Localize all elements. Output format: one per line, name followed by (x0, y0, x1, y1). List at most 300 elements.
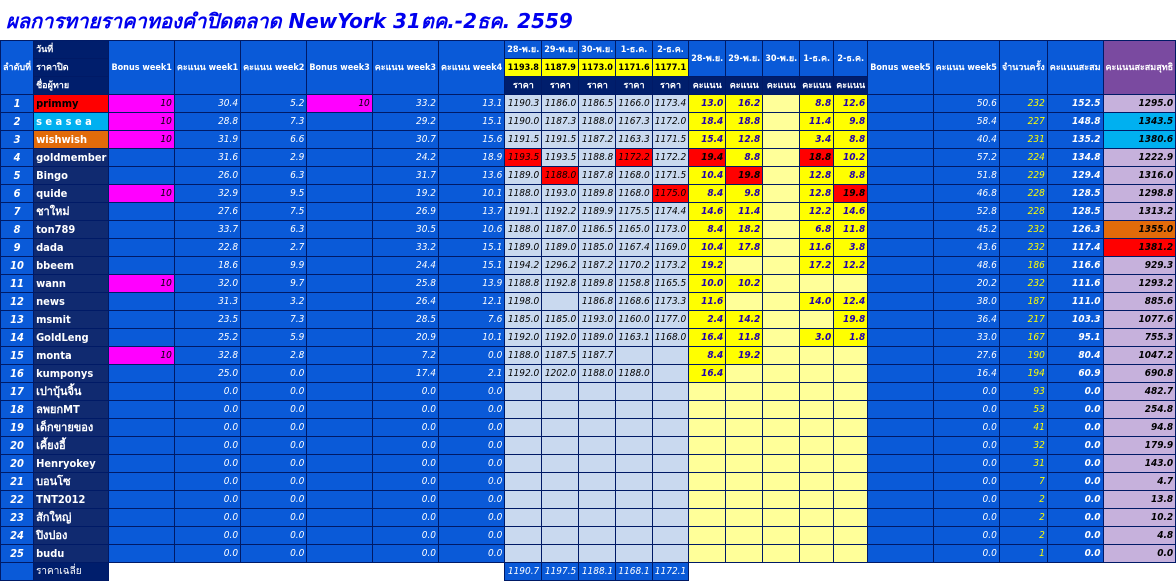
bonus1-cell (109, 329, 174, 347)
score-cell (834, 437, 868, 455)
score-cell (800, 455, 834, 473)
bonus5-cell (868, 437, 933, 455)
table-row (1, 437, 1176, 455)
score4-cell: 7.6 (439, 311, 505, 329)
score2-cell: 7.3 (241, 113, 307, 131)
score3-cell: 0.0 (372, 509, 438, 527)
net-score-cell: 690.8 (1103, 365, 1176, 383)
date-header-1: 28-พ.ย. (505, 41, 542, 59)
score-cell (763, 149, 800, 167)
price-cell: 1187.0 (542, 221, 579, 239)
table-row (1, 293, 1176, 311)
score-cell (726, 545, 763, 563)
average-price-1: 1190.7 (505, 563, 542, 581)
score-cell: 11.8 (726, 329, 763, 347)
price-cell: 1192.0 (542, 329, 579, 347)
date-header-2: 29-พ.ย. (542, 41, 579, 59)
score3-cell: 30.5 (372, 221, 438, 239)
price-cell: 1193.5 (505, 149, 542, 167)
score-cell (763, 221, 800, 239)
price-cell: 1186.5 (579, 221, 616, 239)
bonus1-cell (109, 509, 174, 527)
score3-cell: 26.9 (372, 203, 438, 221)
price-cell (616, 401, 652, 419)
score-cell: 11.4 (800, 113, 834, 131)
table-row (1, 491, 1176, 509)
count-cell: 217 (999, 311, 1047, 329)
score-cell: 19.8 (726, 167, 763, 185)
score4-cell: 12.1 (439, 293, 505, 311)
score-cell (763, 491, 800, 509)
score-cell (763, 113, 800, 131)
bonus3-cell (307, 527, 372, 545)
score-cell: 14.6 (834, 203, 868, 221)
score-cell: 17.8 (726, 239, 763, 257)
price-cell (542, 293, 579, 311)
bonus3-cell (307, 455, 372, 473)
score3-cell: 25.8 (372, 275, 438, 293)
score2-cell: 0.0 (241, 401, 307, 419)
price-cell (616, 437, 652, 455)
price-cell: 1187.2 (579, 131, 616, 149)
total-cell: 135.2 (1047, 131, 1103, 149)
score5-cell: 38.0 (933, 293, 999, 311)
total-cell: 152.5 (1047, 95, 1103, 113)
score-cell (763, 239, 800, 257)
score-cell (834, 473, 868, 491)
price-cell (542, 437, 579, 455)
score-cell (834, 545, 868, 563)
price-cell: 1188.8 (579, 149, 616, 167)
score-cell (800, 527, 834, 545)
score3-cell: 26.4 (372, 293, 438, 311)
price-cell (505, 527, 542, 545)
score-cell (689, 473, 726, 491)
score4-cell: 18.9 (439, 149, 505, 167)
score-cell: 8.4 (689, 347, 726, 365)
bonus1-cell (109, 401, 174, 419)
score-date-header-5: 2-ธ.ค. (834, 41, 868, 77)
score1-cell: 0.0 (174, 455, 240, 473)
score-cell (689, 545, 726, 563)
net-score-cell: 1381.2 (1103, 239, 1176, 257)
table-row (1, 545, 1176, 563)
total-cell: 0.0 (1047, 437, 1103, 455)
bonus1-cell (109, 455, 174, 473)
score4-cell: 0.0 (439, 455, 505, 473)
total-cell: 134.8 (1047, 149, 1103, 167)
score2-cell: 0.0 (241, 383, 307, 401)
score3-cell: 29.2 (372, 113, 438, 131)
price-cell (542, 383, 579, 401)
score-cell (763, 329, 800, 347)
bonus3-cell (307, 419, 372, 437)
score1-cell: 31.9 (174, 131, 240, 149)
count-header: จำนวนครั้ง (999, 41, 1047, 95)
bonus5-cell (868, 203, 933, 221)
price-cell (616, 383, 652, 401)
bonus3-cell (307, 491, 372, 509)
score-cell (763, 275, 800, 293)
rank-cell: 23 (1, 509, 34, 527)
score-cell: 6.8 (800, 221, 834, 239)
bonus1-cell: 10 (109, 185, 174, 203)
count-cell: 2 (999, 491, 1047, 509)
bonus5-cell (868, 257, 933, 275)
count-cell: 232 (999, 275, 1047, 293)
bonus1-cell (109, 473, 174, 491)
results-table (0, 40, 1176, 581)
total-cell: 111.0 (1047, 293, 1103, 311)
score-cell: 19.8 (834, 185, 868, 203)
score-cell: 8.8 (726, 149, 763, 167)
price-cell (542, 491, 579, 509)
price-cell (652, 365, 688, 383)
net-score-cell: 1355.0 (1103, 221, 1176, 239)
bonus5-cell (868, 131, 933, 149)
price-cell (652, 527, 688, 545)
bonus5-cell (868, 401, 933, 419)
price-cell (579, 401, 616, 419)
score5-cell: 46.8 (933, 185, 999, 203)
score-cell (726, 293, 763, 311)
total-cell: 60.9 (1047, 365, 1103, 383)
bonus1-cell (109, 545, 174, 563)
price-cell: 1192.2 (542, 203, 579, 221)
price-cell (652, 437, 688, 455)
price-cell: 1296.2 (542, 257, 579, 275)
name-label: ชื่อผู้ทาย (34, 77, 109, 95)
score-cell (800, 491, 834, 509)
player-name: goldmember (34, 149, 109, 167)
bonus3-cell (307, 329, 372, 347)
score-date-header-2: 29-พ.ย. (726, 41, 763, 77)
score-cell (800, 401, 834, 419)
price-cell (616, 527, 652, 545)
score5-cell: 0.0 (933, 437, 999, 455)
score-cell (800, 545, 834, 563)
rank-cell: 2 (1, 113, 34, 131)
price-cell: 1165.5 (652, 275, 688, 293)
bonus1-cell (109, 527, 174, 545)
total-cell: 126.3 (1047, 221, 1103, 239)
score4-cell: 0.0 (439, 419, 505, 437)
bonus5-cell (868, 545, 933, 563)
price-cell (542, 401, 579, 419)
score5-cell: 0.0 (933, 383, 999, 401)
rank-cell: 14 (1, 329, 34, 347)
price-cell (579, 473, 616, 491)
score-cell (800, 383, 834, 401)
price-cell (542, 455, 579, 473)
price-cell (652, 419, 688, 437)
price-cell (579, 509, 616, 527)
price-cell: 1175.5 (616, 203, 652, 221)
price-cell: 1186.8 (579, 293, 616, 311)
price-cell: 1189.8 (579, 185, 616, 203)
price-cell: 1186.5 (579, 95, 616, 113)
score2-cell: 9.5 (241, 185, 307, 203)
table-row (1, 419, 1176, 437)
price-cell: 1189.0 (505, 167, 542, 185)
score-cell (834, 383, 868, 401)
price-label-5: ราคา (652, 77, 688, 95)
score-cell: 3.4 (800, 131, 834, 149)
total-cell: 103.3 (1047, 311, 1103, 329)
close-price-1: 1193.8 (505, 59, 542, 77)
score-cell: 3.8 (834, 239, 868, 257)
score-cell (800, 509, 834, 527)
score4-cell: 0.0 (439, 527, 505, 545)
player-name: ton789 (34, 221, 109, 239)
price-cell (652, 545, 688, 563)
score2-cell: 0.0 (241, 509, 307, 527)
net-score-cell: 1316.0 (1103, 167, 1176, 185)
price-cell: 1198.0 (505, 293, 542, 311)
score3-cell: 0.0 (372, 401, 438, 419)
bonus3-cell (307, 113, 372, 131)
bonus5-cell (868, 509, 933, 527)
score4-cell: 0.0 (439, 383, 505, 401)
price-cell: 1188.0 (505, 221, 542, 239)
count-cell: 228 (999, 185, 1047, 203)
score4-cell: 13.7 (439, 203, 505, 221)
score5-cell: 57.2 (933, 149, 999, 167)
score2-cell: 6.3 (241, 221, 307, 239)
table-row (1, 239, 1176, 257)
table-row (1, 455, 1176, 473)
bonus3-cell (307, 149, 372, 167)
score-cell: 16.2 (726, 95, 763, 113)
total-cell: 0.0 (1047, 509, 1103, 527)
score3-cell: 0.0 (372, 473, 438, 491)
bonus1-cell: 10 (109, 347, 174, 365)
rank-cell: 18 (1, 401, 34, 419)
score5-cell: 48.6 (933, 257, 999, 275)
score-cell (763, 167, 800, 185)
footer-gap (109, 563, 505, 581)
score1-cell: 31.6 (174, 149, 240, 167)
price-cell: 1173.4 (652, 95, 688, 113)
bonus3-cell (307, 365, 372, 383)
total-cell: 0.0 (1047, 419, 1103, 437)
score5-cell: 0.0 (933, 473, 999, 491)
score-cell: 10.0 (689, 275, 726, 293)
score-cell: 18.4 (689, 113, 726, 131)
price-cell (652, 509, 688, 527)
score-cell (763, 419, 800, 437)
price-cell: 1189.8 (579, 275, 616, 293)
bonus3-cell (307, 203, 372, 221)
rank-cell: 24 (1, 527, 34, 545)
score-cell: 10.2 (726, 275, 763, 293)
net-score-cell: 0.0 (1103, 545, 1176, 563)
price-cell (579, 419, 616, 437)
score3-cell: 7.2 (372, 347, 438, 365)
score4-cell: 0.0 (439, 401, 505, 419)
price-cell: 1193.0 (542, 185, 579, 203)
player-name: เปาบุ้นจิ้น (34, 383, 109, 401)
price-cell: 1168.0 (616, 167, 652, 185)
score-cell: 8.8 (800, 95, 834, 113)
price-cell (505, 545, 542, 563)
score2-cell: 0.0 (241, 419, 307, 437)
score-cell (726, 419, 763, 437)
player-name: สักใหญ่ (34, 509, 109, 527)
score-cell (689, 491, 726, 509)
price-cell (616, 455, 652, 473)
close-price-2: 1187.9 (542, 59, 579, 77)
score-cell: 12.8 (800, 167, 834, 185)
table-row (1, 131, 1176, 149)
score-cell (726, 509, 763, 527)
score1-cell: 0.0 (174, 509, 240, 527)
score-cell (726, 257, 763, 275)
count-cell: 190 (999, 347, 1047, 365)
score4-cell: 13.9 (439, 275, 505, 293)
score-cell (763, 185, 800, 203)
price-cell: 1191.5 (542, 131, 579, 149)
score-cell (834, 347, 868, 365)
score-cell: 2.4 (689, 311, 726, 329)
score-cell (689, 401, 726, 419)
rank-cell: 17 (1, 383, 34, 401)
score-cell (689, 509, 726, 527)
rank-cell: 4 (1, 149, 34, 167)
score5-cell: 27.6 (933, 347, 999, 365)
score-cell (763, 383, 800, 401)
score4-cell: 0.0 (439, 491, 505, 509)
rank-cell: 25 (1, 545, 34, 563)
score2-cell: 2.9 (241, 149, 307, 167)
count-cell: 228 (999, 203, 1047, 221)
bonus1-cell (109, 311, 174, 329)
bonus5-cell (868, 329, 933, 347)
score2-cell: 6.3 (241, 167, 307, 185)
total-header: คะแนนสะสม (1047, 41, 1103, 95)
total-cell: 111.6 (1047, 275, 1103, 293)
bonus3-cell (307, 275, 372, 293)
rank-cell: 22 (1, 491, 34, 509)
bonus1-cell (109, 419, 174, 437)
score3-cell: 17.4 (372, 365, 438, 383)
score1-cell: 0.0 (174, 419, 240, 437)
count-cell: 2 (999, 527, 1047, 545)
score3-cell: 20.9 (372, 329, 438, 347)
score1-cell: 0.0 (174, 437, 240, 455)
bonus5-cell (868, 221, 933, 239)
score4-cell: 15.1 (439, 113, 505, 131)
player-name: Bingo (34, 167, 109, 185)
price-cell (579, 527, 616, 545)
score-cell: 14.0 (800, 293, 834, 311)
bonus1-cell (109, 167, 174, 185)
table-row (1, 401, 1176, 419)
price-cell: 1177.0 (652, 311, 688, 329)
footer-gap-right (689, 563, 1176, 581)
net-score-cell: 1077.6 (1103, 311, 1176, 329)
score-cell (763, 365, 800, 383)
rank-cell: 12 (1, 293, 34, 311)
price-cell: 1185.0 (505, 311, 542, 329)
bonus1-cell (109, 383, 174, 401)
net-score-cell: 4.8 (1103, 527, 1176, 545)
player-name: บอนโซ (34, 473, 109, 491)
score-cell (834, 365, 868, 383)
score-cell (763, 203, 800, 221)
score-cell: 8.8 (834, 167, 868, 185)
net-score-cell: 755.3 (1103, 329, 1176, 347)
price-cell (579, 437, 616, 455)
price-cell: 1185.0 (579, 239, 616, 257)
price-cell: 1187.5 (542, 347, 579, 365)
score5-cell: 0.0 (933, 401, 999, 419)
rank-header: ลำดับที่ (1, 41, 34, 95)
player-name: เด็กขายของ (34, 419, 109, 437)
score-cell (763, 311, 800, 329)
price-cell: 1189.0 (505, 239, 542, 257)
table-row (1, 527, 1176, 545)
score4-cell: 0.0 (439, 347, 505, 365)
rank-cell: 10 (1, 257, 34, 275)
price-cell: 1188.0 (579, 365, 616, 383)
bonus1-cell: 10 (109, 275, 174, 293)
table-row (1, 383, 1176, 401)
score-cell (726, 401, 763, 419)
score4-cell: 2.1 (439, 365, 505, 383)
total-cell: 0.0 (1047, 545, 1103, 563)
player-name: budu (34, 545, 109, 563)
score1-cell: 0.0 (174, 491, 240, 509)
price-cell: 1170.2 (616, 257, 652, 275)
bonus5-cell (868, 167, 933, 185)
price-cell: 1185.0 (542, 311, 579, 329)
count-cell: 231 (999, 131, 1047, 149)
bonus3-cell (307, 131, 372, 149)
score1-cell: 32.8 (174, 347, 240, 365)
net-score-cell: 482.7 (1103, 383, 1176, 401)
price-cell (616, 509, 652, 527)
score5-cell: 50.6 (933, 95, 999, 113)
price-cell: 1193.5 (542, 149, 579, 167)
price-cell: 1160.0 (616, 311, 652, 329)
table-row (1, 347, 1176, 365)
score3-cell: 0.0 (372, 545, 438, 563)
price-label-4: ราคา (616, 77, 652, 95)
score-cell (726, 455, 763, 473)
count-cell: 32 (999, 437, 1047, 455)
player-name: news (34, 293, 109, 311)
player-name: s e a s e a (34, 113, 109, 131)
bonus3-cell (307, 311, 372, 329)
price-cell: 1192.0 (505, 365, 542, 383)
score1-cell: 25.0 (174, 365, 240, 383)
score2-cell: 3.2 (241, 293, 307, 311)
score-cell (689, 437, 726, 455)
bonus1-cell (109, 293, 174, 311)
score4-cell: 15.1 (439, 239, 505, 257)
score-cell: 18.8 (800, 149, 834, 167)
score-cell (800, 275, 834, 293)
score-cell: 17.2 (800, 257, 834, 275)
net-score-cell: 1298.8 (1103, 185, 1176, 203)
score-cell (834, 527, 868, 545)
rank-cell: 13 (1, 311, 34, 329)
bonus3-cell (307, 383, 372, 401)
score2-cell: 2.8 (241, 347, 307, 365)
score-cell (726, 473, 763, 491)
price-cell (616, 419, 652, 437)
